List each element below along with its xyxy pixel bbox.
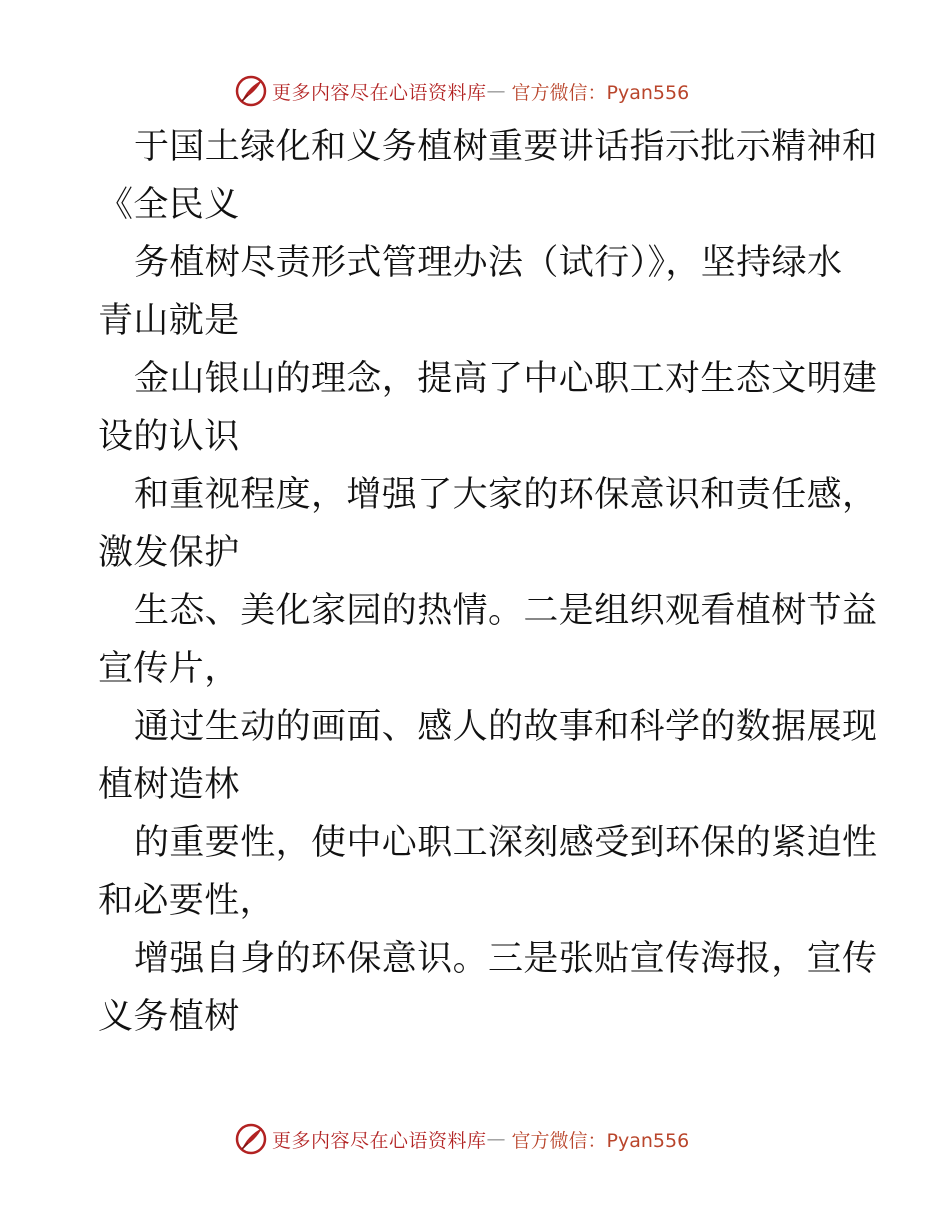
- quill-logo-icon: [234, 74, 268, 108]
- quill-logo-icon: [234, 1122, 268, 1156]
- watermark-separator: —: [486, 80, 506, 102]
- text-line: 生态、美化家园的热情。二是组织观看植树节益: [134, 591, 878, 631]
- text-line: 激发保护: [98, 533, 240, 573]
- text-line: 和必要性，: [98, 881, 276, 921]
- watermark-separator: —: [486, 1128, 506, 1150]
- text-line: 的重要性，使中心职工深刻感受到环保的紧迫性: [134, 823, 878, 863]
- header-watermark: [234, 74, 689, 108]
- watermark-site-text: 更多内容尽在心语资料库: [272, 81, 487, 104]
- document-body: [98, 118, 878, 1046]
- text-line: 义务植树: [98, 997, 240, 1037]
- text-line: 和重视程度，增强了大家的环保意识和责任感，: [134, 475, 878, 515]
- watermark-site-text: 更多内容尽在心语资料库: [272, 1129, 487, 1152]
- text-line: 金山银山的理念，提高了中心职工对生态文明建: [134, 359, 878, 399]
- text-line: 通过生动的画面、感人的故事和科学的数据展现: [134, 707, 878, 747]
- text-line: 设的认识: [98, 417, 240, 457]
- text-line: 宣传片，: [98, 649, 240, 689]
- text-line: 于国土绿化和义务植树重要讲话指示批示精神和: [134, 127, 878, 167]
- text-line: 《全民义: [98, 185, 240, 225]
- text-line: 务植树尽责形式管理办法（试行）》，坚持绿水: [134, 243, 843, 283]
- footer-watermark: [234, 1122, 689, 1156]
- watermark-wechat-text: 官方微信：Pyan556: [511, 81, 690, 104]
- text-line: 增强自身的环保意识。三是张贴宣传海报，宣传: [134, 939, 878, 979]
- watermark-wechat-text: 官方微信：Pyan556: [511, 1129, 690, 1152]
- text-line: 植树造林: [98, 765, 240, 805]
- text-line: 青山就是: [98, 301, 240, 341]
